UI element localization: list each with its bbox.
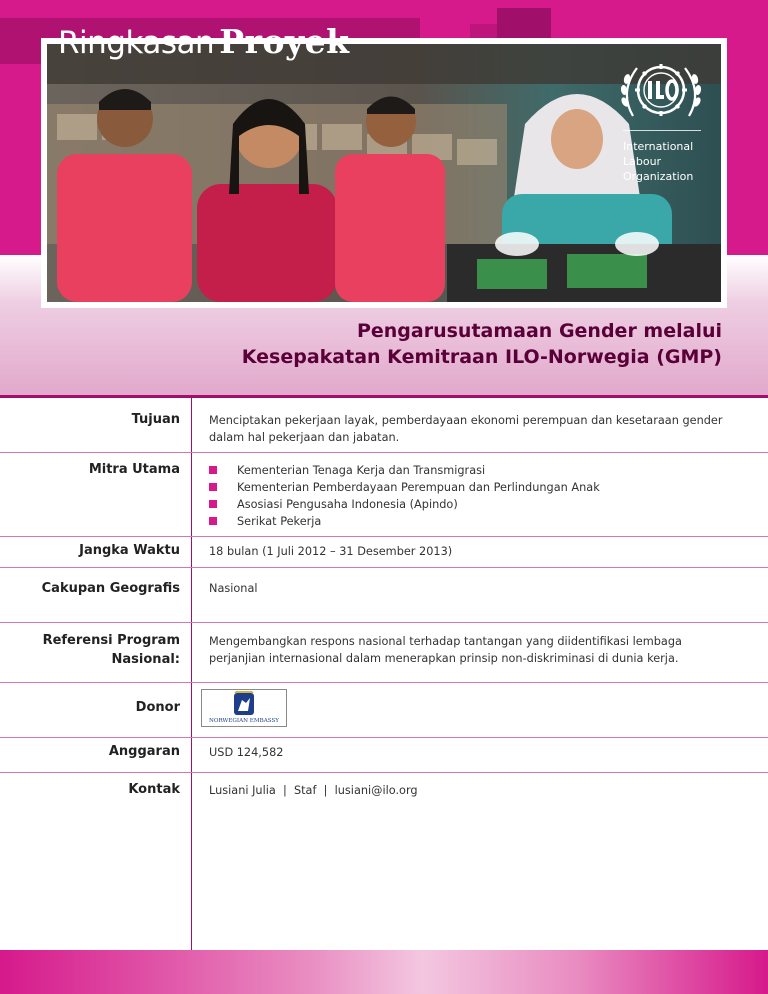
- list-item: [209, 479, 729, 496]
- value-cakupan-geografis: Nasional: [209, 582, 258, 595]
- ilo-name-line3: Organization: [623, 170, 694, 183]
- value-referensi-program: Mengembangkan respons nasional terhadap tantangan yang diidentifikasi lembaga perjanjian internasional dalam menerapkan prinsip non-diskriminasi di dunia kerja.: [209, 635, 682, 665]
- donor-logo-text: NORWEGIAN EMBASSY: [208, 718, 280, 724]
- footer-band: [0, 950, 768, 994]
- label-referensi-line2: Nasional:: [111, 652, 180, 667]
- ilo-name-line1: International: [623, 140, 694, 153]
- ilo-logo-icon: [615, 58, 707, 124]
- label-kontak: Kontak: [128, 782, 180, 797]
- mitra-list: [209, 462, 729, 530]
- norwegian-embassy-logo: [201, 689, 287, 727]
- ilo-name-line2: Labour: [623, 155, 662, 168]
- list-item: [209, 462, 729, 479]
- header-title-light: Ringkasan: [58, 25, 215, 61]
- value-kontak: Lusiani Julia | Staf | lusiani@ilo.org: [209, 784, 418, 797]
- ilo-name: [623, 139, 693, 184]
- ilo-divider: [623, 130, 701, 131]
- label-mitra-utama: Mitra Utama: [88, 462, 180, 477]
- label-referensi-program: [5, 631, 180, 669]
- value-jangka-waktu: 18 bulan (1 Juli 2012 – 31 Desember 2013): [209, 545, 453, 558]
- project-title: [242, 318, 722, 370]
- label-referensi-line1: Referensi Program: [42, 633, 180, 648]
- list-item-text: Kementerian Tenaga Kerja dan Transmigrasi: [237, 464, 486, 477]
- norwegian-lion-icon: [234, 691, 254, 715]
- list-item-text: Asosiasi Pengusaha Indonesia (Apindo): [237, 498, 458, 511]
- label-cakupan-geografis: Cakupan Geografis: [41, 581, 180, 596]
- bullet-icon: [209, 517, 217, 525]
- header-title-bold: Proyek: [219, 22, 350, 61]
- value-tujuan: Menciptakan pekerjaan layak, pemberdayaan ekonomi perempuan dan kesetaraan gender dalam hal pekerjaan dan jabatan.: [209, 414, 723, 444]
- row-divider: [0, 772, 768, 773]
- bullet-icon: [209, 483, 217, 491]
- label-jangka-waktu: Jangka Waktu: [79, 543, 180, 558]
- bullet-icon: [209, 500, 217, 508]
- row-divider: [0, 737, 768, 738]
- list-item-text: Serikat Pekerja: [237, 515, 322, 528]
- row-divider: [0, 682, 768, 683]
- table-top-divider: [0, 395, 768, 398]
- bullet-icon: [209, 466, 217, 474]
- project-title-line1: Pengarusutamaan Gender melalui: [356, 320, 722, 342]
- value-anggaran: USD 124,582: [209, 746, 284, 759]
- header-title: [58, 22, 350, 61]
- row-divider: [0, 536, 768, 537]
- list-item-text: Kementerian Pemberdayaan Perempuan dan Perlindungan Anak: [237, 481, 600, 494]
- project-title-line2: Kesepakatan Kemitraan ILO-Norwegia (GMP): [241, 346, 722, 368]
- row-divider: [0, 622, 768, 623]
- row-divider: [0, 452, 768, 453]
- value-mitra-utama: [209, 462, 729, 530]
- table-vertical-divider: [191, 398, 192, 950]
- label-tujuan: Tujuan: [131, 412, 180, 427]
- label-anggaran: Anggaran: [108, 744, 180, 759]
- list-item: [209, 496, 729, 513]
- label-donor: Donor: [135, 700, 180, 715]
- list-item: [209, 513, 729, 530]
- row-divider: [0, 567, 768, 568]
